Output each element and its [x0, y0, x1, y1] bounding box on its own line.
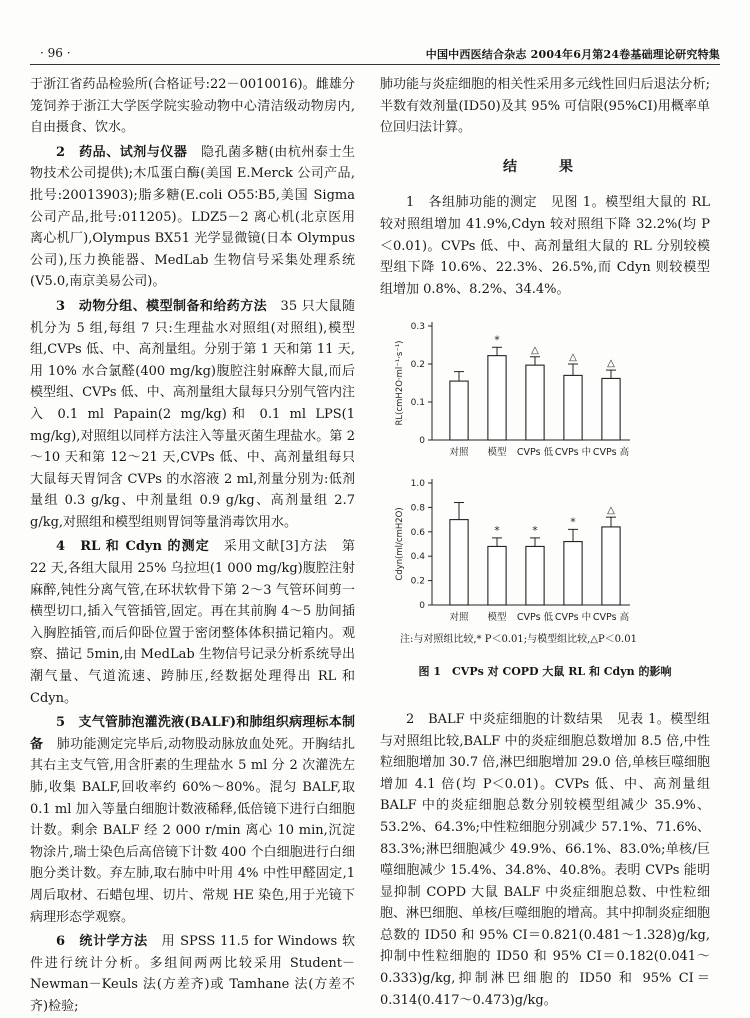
- y-tick-label: 0: [419, 601, 425, 612]
- significance-mark: △: [569, 352, 577, 364]
- y-tick-label: 0.3: [410, 322, 425, 333]
- paragraph-animals-housing: 于浙江省药品检验所(合格证号:22－0010016)。雌雄分笼饲养于浙江大学医学院实验动物中心清洁级动物房内,自由摄食、饮水。: [30, 77, 355, 136]
- bar: [488, 356, 506, 440]
- bar: [450, 520, 468, 605]
- paragraph-grouping-body: 35 只大鼠随机分为 5 组,每组 7 只:生理盐水对照组(对照组),模型组,CVPs 低、中、高剂量组。分别于第 1 天和第 11 天,用 10% 水合氯醛(400 mg/kg)腹腔注射麻醉大鼠,而后模型组、CVPs 低、中、高剂量组大鼠每只分别气管内注入 0.1 ml Papain(2 mg/kg)和 0.1 ml LPS(1 mg/kg),对照组以同样方法注入等量灭菌生理盐水。第 2～10 天和第 12～21 天,CVPs 低、中、高剂量组每只大鼠每天胃饲含 CVPs 的水溶液 2 ml,剂量分别为:低剂量组 0.3 g/kg、中剂量组 0.9 g/kg、高剂量组 2.7 g/kg,对照组和模型组则胃饲等量消毒饮用水。: [30, 298, 355, 530]
- page-number: · 96 ·: [40, 46, 71, 60]
- bar: [564, 376, 582, 441]
- x-tick-label: CVPs 中: [554, 447, 592, 459]
- paragraph-measurement-body: 采用文献[3]方法 第 22 天,各组大鼠用 25% 乌拉坦(1 000 mg/kg)腹腔注射麻醉,钝性分离气管,在环状软骨下第 2～3 气管环间剪一横型切口,插入气管插管,固定。再在其前胸 4～5 肋间插入胸腔插管,而后仰卧位置于密闭整体体积描记箱内。观察、描记 5min,由 MedLab 生物信号记录分析系统导出潮气量、气道流速、跨肺压,经数据处理得出 RL 和 Cdyn。: [30, 539, 355, 706]
- bar: [450, 381, 468, 440]
- figure-note: 注:与对照组比较,* P＜0.01;与模型组比较,△P＜0.01: [400, 634, 637, 646]
- x-tick-label: 模型: [487, 612, 507, 624]
- y-tick-label: 0.2: [410, 576, 425, 587]
- figure-1: [380, 312, 710, 647]
- significance-mark: *: [532, 524, 538, 538]
- bar: [526, 547, 544, 606]
- paragraph-statistics-body: 用 SPSS 11.5 for Windows 软件进行统计分析。多组间两两比较采用 Student－Newman－Keuls 法(方差齐)或 Tamhane 法(方差不齐)检验;: [30, 934, 356, 1014]
- left-column: [30, 74, 355, 1018]
- y-tick-label: 0.2: [410, 360, 425, 371]
- paragraph-balf: [30, 712, 355, 928]
- paragraph-statistics-cont: 肺功能与炎症细胞的相关性采用多元线性回归后退法分析;半数有效剂量(ID50)及其 95% 可信限(95%CI)用概率单位回归法计算。: [380, 77, 710, 136]
- journal-title: 中国中西医结合杂志 2004年6月第24卷基础理论研究特集: [425, 48, 720, 61]
- y-tick-label: 0.1: [410, 398, 425, 409]
- paragraph-materials-body: 隐孔菌多糖(由杭州泰士生物技术公司提供);木瓜蛋白酶(美国 E.Merck 公司产品,批号:20013903);脂多糖(E.coli O55∶B5,美国 Sigma 公司产品,批号:011205)。LDZ5－2 离心机(北京医用离心机厂),Olympus BX51 光学显微镜(日本 Olympus 公司),压力换能器、MedLab 生物信号采集处理系统(V5.0,南京美易公司)。: [30, 144, 356, 290]
- heading-materials: 2 药品、试剂与仪器: [56, 144, 188, 160]
- chart-cdyn: [380, 467, 710, 632]
- significance-mark: △: [607, 358, 615, 370]
- x-tick-label: CVPs 高: [592, 612, 630, 624]
- running-header: [30, 44, 720, 66]
- paragraph-grouping: [30, 296, 355, 534]
- x-tick-label: 模型: [487, 447, 507, 459]
- x-tick-label: 对照: [449, 612, 469, 624]
- x-tick-label: CVPs 低: [516, 612, 554, 624]
- paragraph-lung-function: 1 各组肺功能的测定 见图 1。模型组大鼠的 RL 较对照组增加 41.9%,Cdyn 较对照组下降 32.2%(均 P＜0.01)。CVPs 低、中、高剂量组大鼠的 RL 分别较模型组下降 10.6%、22.3%、26.5%,而 Cdyn 则较模型组增加 0.8%、8.2%、34.4%。: [380, 195, 710, 297]
- bar: [488, 547, 506, 606]
- header-rule: [30, 64, 720, 65]
- paragraph-balf-body: 肺功能测定完毕后,动物股动脉放血处死。开胸结扎其右主支气管,用含肝素的生理盐水 5 ml 分 2 次灌洗左肺,收集 BALF,回收率约 60%～80%。混匀 BALF,取 0.1 ml 加入等量白细胞计数液稀释,低倍镜下进行白细胞计数。剩余 BALF 经 2 000 r/min 离心 10 min,沉淀物涂片,瑞士染色后高倍镜下计数 400 个白细胞进行白细胞分类计数。弃左肺,取右肺中叶用 4% 中性甲醛固定,1 周后取材、石蜡包埋、切片、常规 HE 染色,用于光镜下病理形态学观察。: [30, 736, 355, 925]
- heading-balf: 5 支气管肺泡灌洗液(BALF)和肺组织病理标本制备: [30, 715, 355, 752]
- bar: [564, 542, 582, 605]
- significance-mark: *: [494, 524, 500, 538]
- section-title-results: 结 果: [503, 158, 587, 175]
- bar: [602, 379, 620, 441]
- y-tick-label: 0: [419, 436, 425, 447]
- bar: [602, 527, 620, 605]
- bar: [526, 365, 544, 440]
- x-tick-label: CVPs 低: [516, 447, 554, 459]
- paragraph-materials: [30, 142, 355, 293]
- significance-mark: *: [494, 333, 500, 347]
- y-tick-label: 1.0: [410, 479, 425, 490]
- significance-mark: △: [607, 505, 615, 517]
- heading-measurement: 4 RL 和 Cdyn 的测定: [56, 539, 210, 555]
- x-tick-label: CVPs 高: [592, 447, 630, 459]
- y-tick-label: 0.6: [410, 528, 425, 539]
- paragraph-statistics: [30, 931, 355, 1017]
- significance-mark: *: [570, 515, 576, 529]
- heading-statistics: 6 统计学方法: [56, 934, 148, 950]
- x-tick-label: 对照: [449, 447, 469, 459]
- paragraph-balf-results: 2 BALF 中炎症细胞的计数结果 见表 1。模型组与对照组比较,BALF 中的炎症细胞总数增加 8.5 倍,中性粒细胞增加 30.7 倍,淋巴细胞增加 29.0 倍,单核巨噬细胞增加 4.1 倍(均 P＜0.01)。CVPs 低、中、高剂量组 BALF 中的炎症细胞总数分别较模型组减少 35.9%、53.2%、64.3%;中性粒细胞分别减少 57.1%、71.6%、83.3%;淋巴细胞减少 49.9%、66.1%、83.0%;单核/巨噬细胞减少 15.4%、34.8%、40.8%。表明 CVPs 能明显抑制 COPD 大鼠 BALF 中炎症细胞总数、中性粒细胞、淋巴细胞、单核/巨噬细胞的增高。其中抑制炎症细胞总数的 ID50 和 95% CI＝0.821(0.481～1.328)g/kg,抑制中性粒细胞的 ID50 和 95% CI＝0.182(0.041～0.333)g/kg,抑制淋巴细胞的 ID50 和 95% CI＝0.314(0.417～0.473)g/kg。: [380, 711, 710, 1008]
- y-tick-label: 0.4: [410, 552, 425, 563]
- significance-mark: △: [531, 345, 539, 357]
- paragraph-measurement: [30, 536, 355, 709]
- y-tick-label: 0.8: [410, 503, 425, 514]
- chart-rl: [380, 312, 710, 467]
- x-tick-label: CVPs 中: [554, 612, 592, 624]
- right-column: [380, 74, 710, 1011]
- y-axis-label: RL(cmH2O·ml⁻¹·s⁻¹): [395, 340, 405, 426]
- heading-grouping: 3 动物分组、模型制备和给药方法: [56, 298, 268, 314]
- figure-caption: 图 1 CVPs 对 COPD 大鼠 RL 和 Cdyn 的影响: [418, 665, 672, 679]
- y-axis-label: Cdyn(ml/cmH2O): [395, 507, 405, 582]
